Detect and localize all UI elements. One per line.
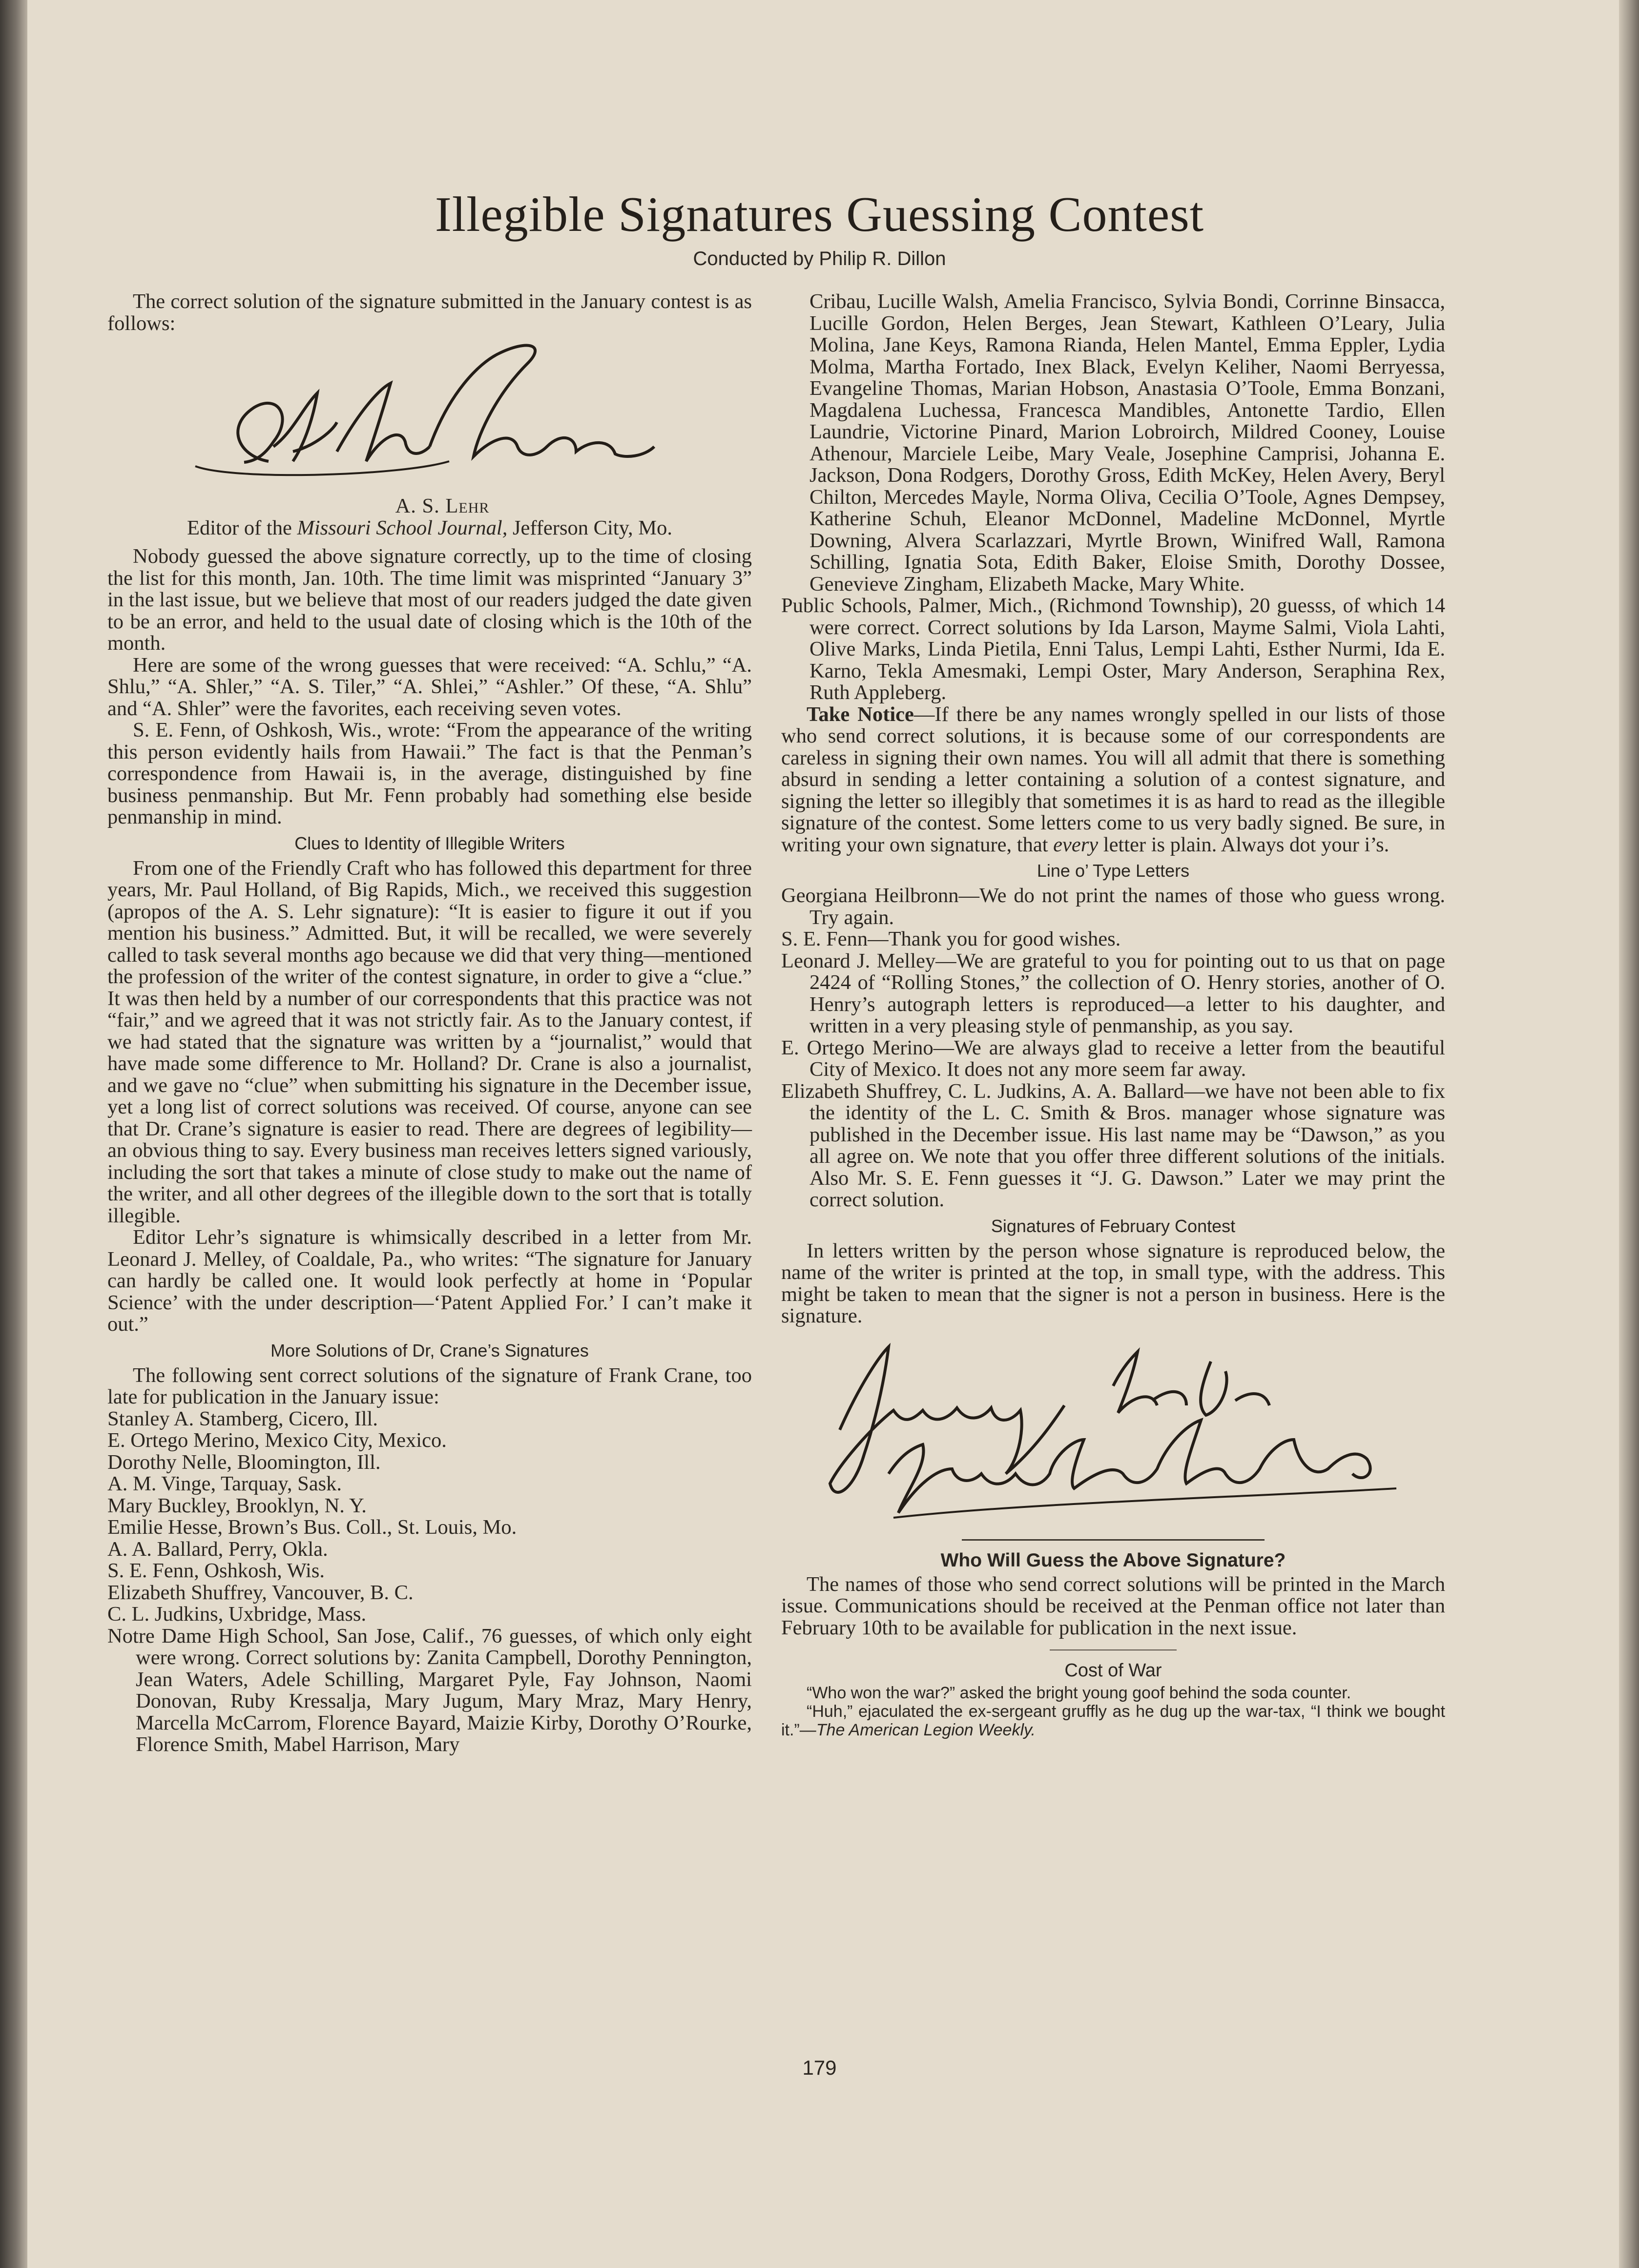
divider [1050,1649,1177,1650]
take-notice-end: letter is plain. Always dot your i’s. [1103,833,1390,856]
heading-more-solutions: More Solutions of Dr, Crane’s Signatures [270,1340,589,1361]
paragraph-public-schools: Public Schools, Palmer, Mich., (Richmond Township), 20 guesss, of which 14 were correct. Correct solutions by Ida Larson, Mayme Salmi, Viola Lahti, Olive Marks, Linda Pietila, Enni Talus, Lempi Lahti, Esther Nurmi, Ida E. Karno, Tekla Amesmaki, Lempi Oster, Mary Anderson, Seraphina Rex, Ruth Appleberg. [781,594,1445,704]
cost-of-war-source: The American Legion Weekly. [816,1721,1036,1739]
article-title: Illegible Signatures Guessing Contest [435,187,1204,242]
intro-paragraph: The correct solution of the signature submitted in the January contest is as follows: [107,290,752,335]
letter-reply: Leonard J. Melley—We are grateful to you for pointing out to us that on page 2424 of “Rolling Stones,” the collection of O. Henry stories, another of O. Henry’s autograph letters is reproduced—a letter to his daughter, and written in a very pleasing style of penmanship, as you say. [781,949,1445,1037]
lehr-journal: Missouri School Journal, [297,516,508,539]
left-column [107,291,752,2073]
list-item: Mary Buckley, Brooklyn, N. Y. [107,1494,367,1517]
letter-reply: Georgiana Heilbronn—We do not print the names of those who guess wrong. Try again. [781,884,1445,929]
paragraph-guesses: Nobody guessed the above signature correctly, up to the time of closing the list for this month, Jan. 10th. The time limit was misprinted “January 3” in the last issue, but we believe that most of our readers judged the date given to be an error, and held to the usual date of closing which is the 10th of the month. [107,545,752,655]
article-byline: Conducted by Philip R. Dillon [693,248,946,269]
heading-february-signatures: Signatures of February Contest [991,1216,1236,1236]
february-signature-image [781,1327,1445,1532]
letter-reply: S. E. Fenn—Thank you for good wishes. [781,928,1121,950]
list-item: Emilie Hesse, Brown’s Bus. Coll., St. Louis, Mo. [107,1516,517,1539]
page-number: 179 [802,2056,837,2079]
paragraph-names-continued: Cribau, Lucille Walsh, Amelia Francisco, Sylvia Bondi, Corrinne Binsacca, Lucille Gordon, Helen Berges, Jean Stewart, Kathleen O’Leary, Julia Molina, Jane Keys, Ramona Rianda, Helen Mantel, Emma Eppler, Lydia Molma, Martha Fortado, Inex Black, Evelyn Keliher, Naomi Berryessa, Evangeline Thomas, Marian Hobson, Anastasia O’Toole, Emma Bonzani, Magdalena Luchessa, Francesca Mandibles, Antonette Tardio, Ellen Laundrie, Victorine Pinard, Marion Lobroirch, Mildred Cooney, Louise Athenour, Marciele Leibe, Mary Veale, Josephine Camprisi, Johanna E. Jackson, Dona Rodgers, Dorothy Gross, Edith McKey, Helen Avery, Beryl Chilton, Mercedes Mayle, Norma Oliva, Cecilia O’Toole, Agnes Dempsey, Katherine Schuh, Eleanor McDonnel, Madeline McDonnel, Myrtle Downing, Alvera Scarlazzari, Myrtle Brown, Winifred Wall, Ramona Schilling, Ignatia Sota, Edith Baker, Eloise Smith, Dorothy Dossee, Genevieve Zingham, Elizabeth Macke, Mary White. [809,290,1445,596]
paragraph-holland: From one of the Friendly Craft who has followed this department for three years, Mr. Paul Holland, of Big Rapids, Mich., we received this suggestion (apropos of the A. S. Lehr signature): “It is easier to figure it out if you mention his business.” Admitted. But, it will be recalled, we were severely called to task several months ago because we did that very thing—mentioned the profession of the writer of the contest signature, in order to give a “clue.” It was then held by a number of our correspondents that this practice was not “fair,” and we agreed that it was not strictly fair. As to the January contest, if we had stated that the signature was written by a “journalist,” would that have made some difference to Mr. Holland? Dr. Crane is also a journalist, and we gave no “clue” when submitting his signature in the December issue, yet a long list of correct solutions was received. Of course, anyone can see that Dr. Crane’s signature is easier to read. There are degrees of legibility—an obvious thing to say. Every business man receives letters signed variously, including the sort that takes a minute of close study to make out the name of the writer, and all other degrees of the illegible down to the sort that is totally illegible. [107,856,752,1227]
list-item: C. L. Judkins, Uxbridge, Mass. [107,1603,367,1626]
list-item: A. A. Ballard, Perry, Okla. [107,1537,328,1561]
paragraph-fenn: S. E. Fenn, of Oshkosh, Wis., wrote: “From the appearance of the writing this person evidently hails from Hawaii.” The fact is that the Penman’s correspondence from Hawaii is, in the average, distinguished by fine business penmanship. But Mr. Fenn probably had something else beside penmanship in mind. [107,719,752,828]
right-column [781,291,1445,2073]
letter-reply: E. Ortego Merino—We are always glad to receive a letter from the beautiful City of Mexico. It does not any more seem far away. [781,1036,1445,1081]
take-notice-lead: Take Notice [807,702,914,726]
list-item: A. M. Vinge, Tarquay, Sask. [107,1472,342,1495]
take-notice-text: —If there be any names wrongly spelled in our lists of those who send correct solutions, it is because some of our correspondents are careless in signing their own names. You will all admit that there is something absurd in sending a letter containing a solution of a contest signature, and signing the letter so illegibly that sometimes it is as hard to read as the illegible signature of the contest. Some letters come to us very badly signed. Be sure, in writing your own signature, that [781,702,1446,856]
paragraph-who-will-guess: The names of those who send correct solutions will be printed in the March issue. Communications should be received at the Penman office not later than February 10th to be available for publication in the next issue. [781,1572,1445,1639]
lehr-title-prefix: Editor of the [187,516,292,539]
cost-of-war-quote: “Huh,” ejaculated the ex-sergeant gruffly as he dug up the war-tax, “I think we bought it.”— [781,1702,1445,1739]
paragraph-melley: Editor Lehr’s signature is whimsically described in a letter from Mr. Leonard J. Melley, of Coaldale, Pa., who writes: “The signature for January can hardly be called one. It would look perfectly at home in ‘Popular Science’ with the under description—‘Patent Applied For.’ I can’t make it out.” [107,1226,752,1336]
list-item: Dorothy Nelle, Bloomington, Ill. [107,1450,381,1474]
heading-line-o-type: Line o’ Type Letters [1037,861,1190,881]
cost-of-war-box [781,1684,1445,1739]
take-notice-emphasis: every [1053,833,1099,856]
heading-clues: Clues to Identity of Illegible Writers [294,833,565,853]
divider [962,1539,1265,1541]
lehr-title-place: Jefferson City, Mo. [512,516,672,539]
paragraph-take-notice [781,704,1445,856]
list-item: S. E. Fenn, Oshkosh, Wis. [107,1559,325,1582]
paragraph-february: In letters written by the person whose signature is reproduced below, the name of the writer is printed at the top, in small type, with the address. This might be taken to mean that the signer is not a person in business. Here is the signature. [781,1239,1445,1327]
heading-who-will-guess: Who Will Guess the Above Signature? [940,1549,1286,1571]
paragraph-wrong-guesses: Here are some of the wrong guesses that were received: “A. Schlu,” “A. Shlu,” “A. Shler,” “A. S. Tiler,” “A. Shlei,” “Ashler.” Of these, “A. Shlu” and “A. Shler” were the favorites, each receiving seven votes. [107,653,752,720]
list-item: Stanley A. Stamberg, Cicero, Ill. [107,1407,378,1430]
list-item: E. Ortego Merino, Mexico City, Mexico. [107,1429,447,1452]
cost-of-war-line: “Who won the war?” asked the bright young goof behind the soda counter. [807,1684,1351,1702]
paragraph-notre-dame: Notre Dame High School, San Jose, Calif., 76 guesses, of which only eight were wrong. Correct solutions by: Zanita Campbell, Dorothy Pennington, Jean Waters, Adele Schilling, Margaret Pyle, Fay Johnson, Naomi Donovan, Ruby Kressalja, Mary Jugum, Mary Mraz, Mary Henry, Marcella McCarrom, Florence Bayard, Maizie Kirby, Dorothy O’Rourke, Florence Smith, Mabel Harrison, Mary [107,1624,752,1756]
heading-cost-of-war: Cost of War [1064,1660,1162,1681]
lehr-title [107,517,752,539]
page-edge [1619,0,1639,2268]
list-item: Elizabeth Shuffrey, Vancouver, B. C. [107,1581,414,1604]
paragraph-following: The following sent correct solutions of the signature of Frank Crane, too late for publication in the January issue: [107,1363,752,1408]
cost-of-war-line [781,1702,1445,1739]
lehr-signature-image [107,334,752,495]
solver-list [107,1408,752,1626]
letter-reply: Elizabeth Shuffrey, C. L. Judkins, A. A. Ballard—we have not been able to fix the identity of the L. C. Smith & Bros. manager whose signature was published in the December issue. His last name may be “Dawson,” as you all agree on. We note that you offer three different solutions of the initials. Also Mr. S. E. Fenn guesses it “J. G. Dawson.” Later we may print the correct solution. [781,1079,1445,1211]
book-gutter [0,0,27,2268]
lehr-name: A. S. Lehr [395,495,490,517]
